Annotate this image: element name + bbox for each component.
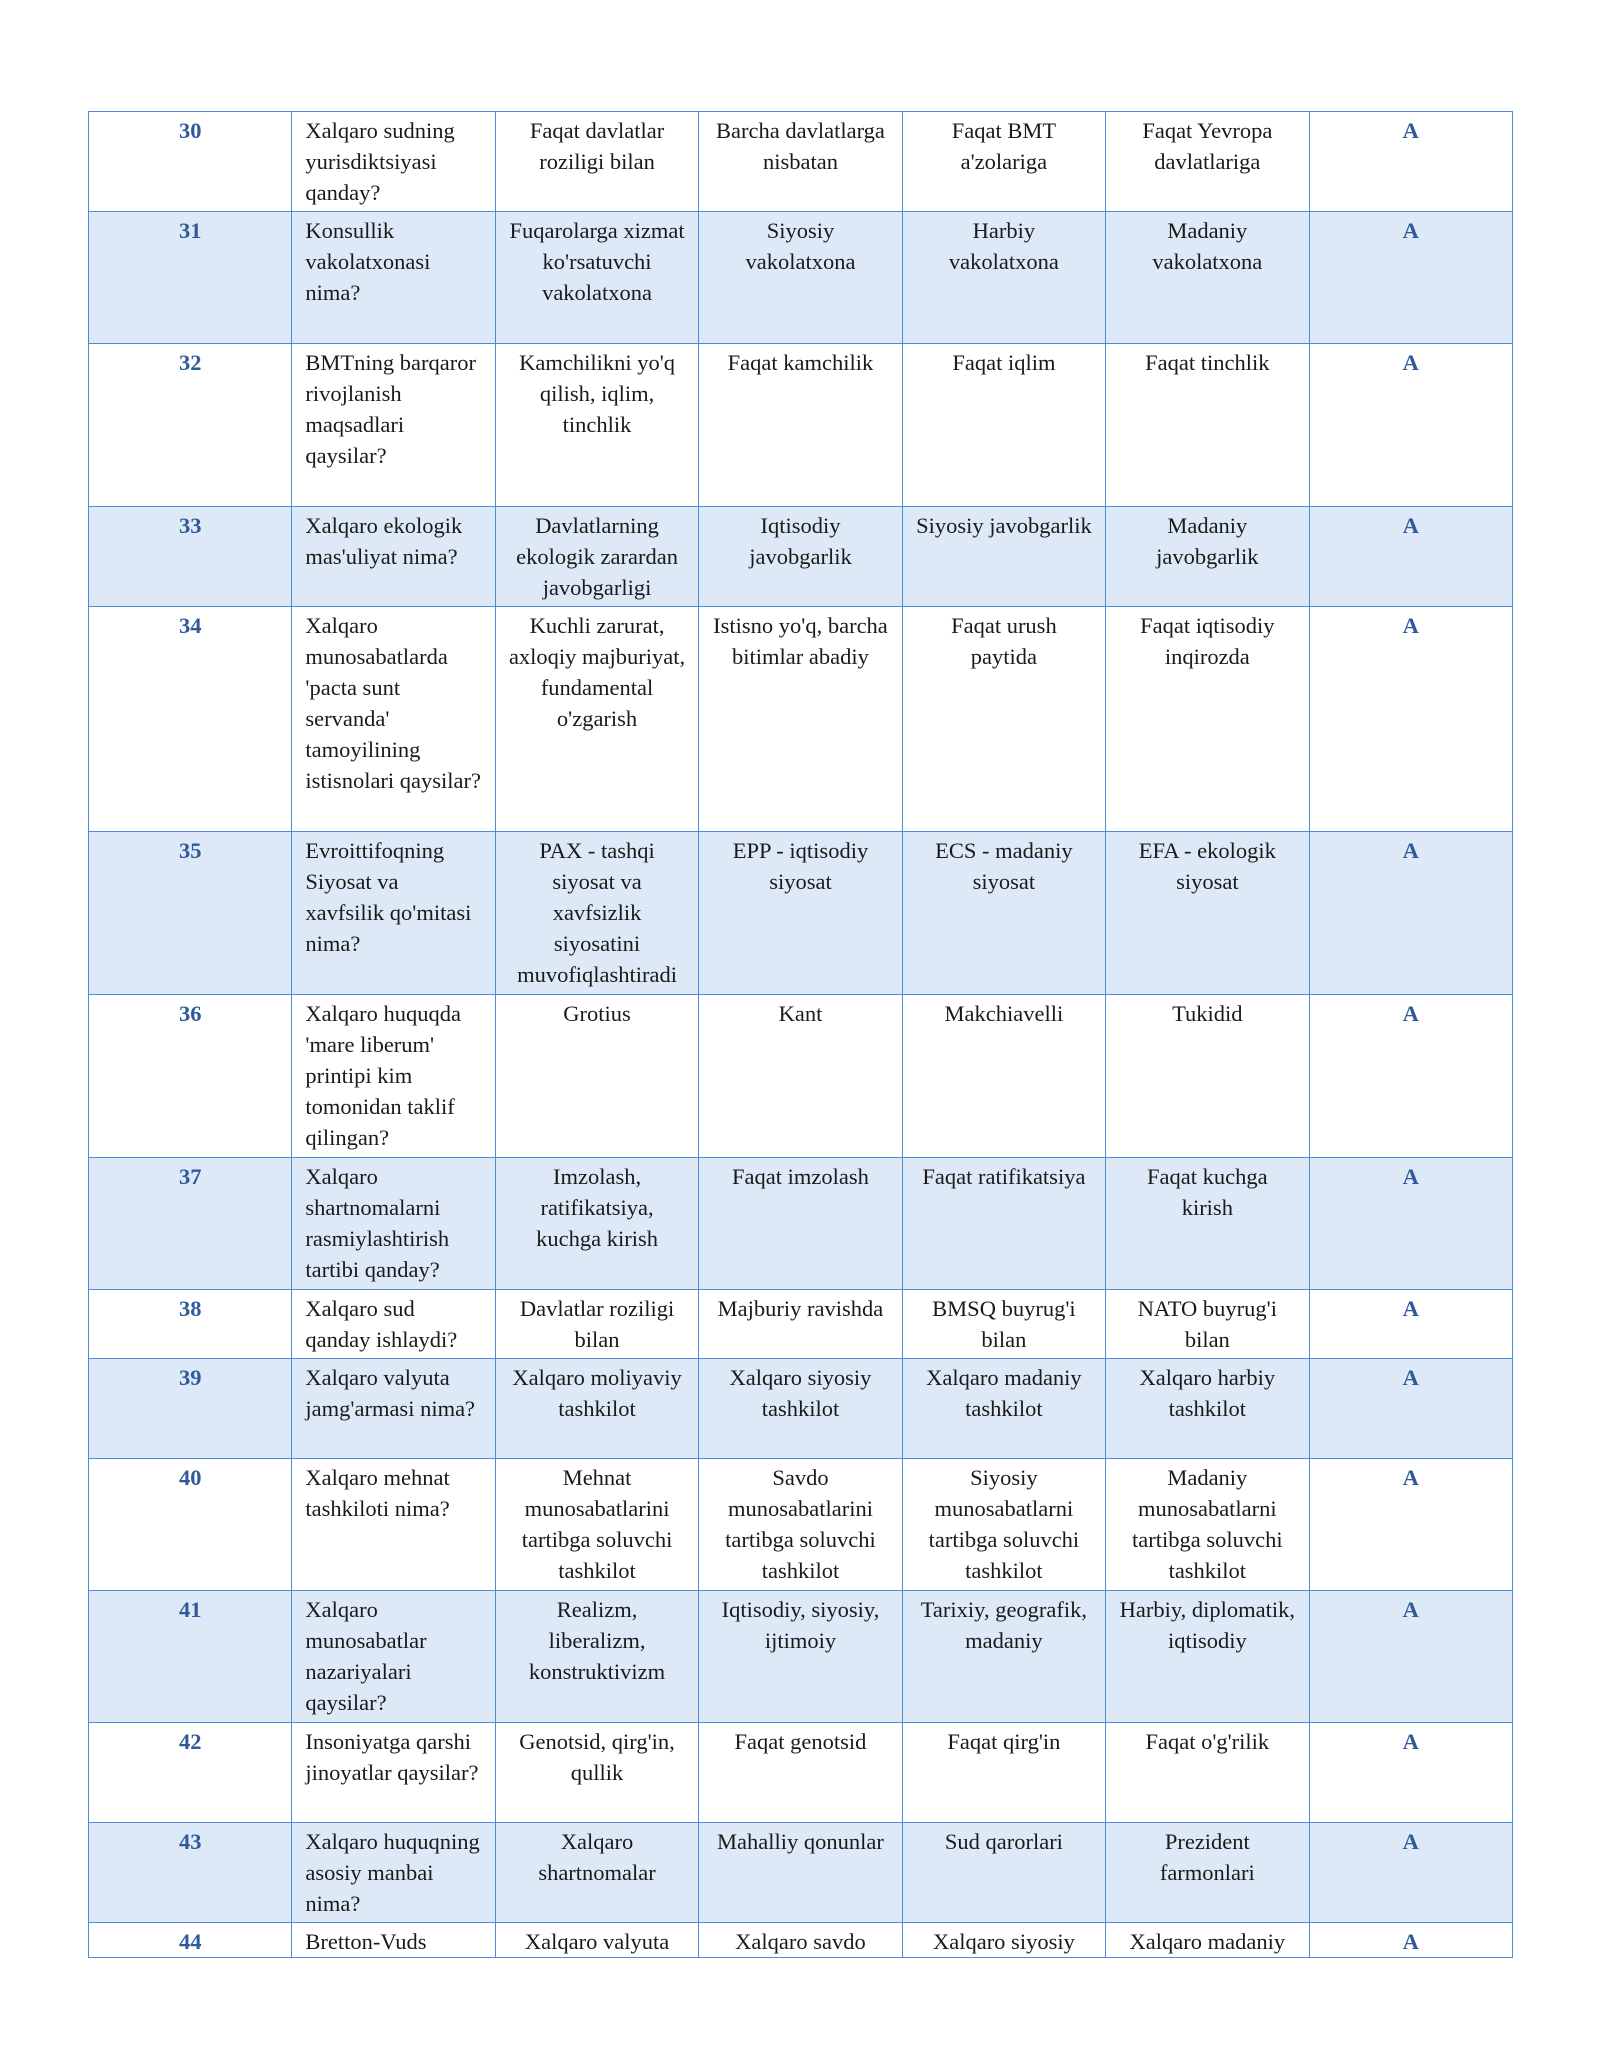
correct-answer: A bbox=[1309, 507, 1512, 607]
option-b: EPP - iqtisodiy siyosat bbox=[699, 832, 902, 995]
option-b: Barcha davlatlarga nisbatan bbox=[699, 112, 902, 212]
table-row bbox=[89, 112, 1513, 212]
option-a: Fuqarolarga xizmat ko'rsatuvchi vakolatxona bbox=[495, 212, 698, 344]
table-row bbox=[89, 1158, 1513, 1290]
option-a: Xalqaro moliyaviy tashkilot bbox=[495, 1359, 698, 1459]
table-row bbox=[89, 607, 1513, 832]
question-text: Xalqaro ekologik mas'uliyat nima? bbox=[292, 507, 495, 607]
option-a: Davlatlarning ekologik zarardan javobgarligi bbox=[495, 507, 698, 607]
table-row bbox=[89, 1459, 1513, 1591]
question-text: Insoniyatga qarshi jinoyatlar qaysilar? bbox=[292, 1723, 495, 1823]
question-number: 33 bbox=[89, 507, 292, 607]
option-c: Xalqaro siyosiy bbox=[902, 1923, 1105, 1958]
option-d: EFA - ekologik siyosat bbox=[1106, 832, 1309, 995]
option-d: NATO buyrug'i bilan bbox=[1106, 1290, 1309, 1359]
option-b: Siyosiy vakolatxona bbox=[699, 212, 902, 344]
question-text: Xalqaro valyuta jamg'armasi nima? bbox=[292, 1359, 495, 1459]
correct-answer: A bbox=[1309, 1290, 1512, 1359]
question-number: 38 bbox=[89, 1290, 292, 1359]
option-d: Tukidid bbox=[1106, 995, 1309, 1158]
question-number: 35 bbox=[89, 832, 292, 995]
table-row bbox=[89, 1723, 1513, 1823]
option-a: Mehnat munosabatlarini tartibga soluvchi tashkilot bbox=[495, 1459, 698, 1591]
table-row bbox=[89, 1823, 1513, 1923]
question-text: Xalqaro munosabatlar nazariyalari qaysilar? bbox=[292, 1591, 495, 1723]
option-a: Faqat davlatlar roziligi bilan bbox=[495, 112, 698, 212]
correct-answer: A bbox=[1309, 112, 1512, 212]
question-text: Xalqaro shartnomalarni rasmiylashtirish tartibi qanday? bbox=[292, 1158, 495, 1290]
option-b: Iqtisodiy javobgarlik bbox=[699, 507, 902, 607]
option-d: Xalqaro madaniy bbox=[1106, 1923, 1309, 1958]
option-d: Faqat o'g'rilik bbox=[1106, 1723, 1309, 1823]
option-c: BMSQ buyrug'i bilan bbox=[902, 1290, 1105, 1359]
option-c: Faqat qirg'in bbox=[902, 1723, 1105, 1823]
question-number: 34 bbox=[89, 607, 292, 832]
question-number: 42 bbox=[89, 1723, 292, 1823]
option-a: PAX - tashqi siyosat va xavfsizlik siyosatini muvofiqlashtiradi bbox=[495, 832, 698, 995]
table-row bbox=[89, 507, 1513, 607]
option-b: Faqat kamchilik bbox=[699, 344, 902, 507]
option-c: Faqat urush paytida bbox=[902, 607, 1105, 832]
option-d: Faqat kuchga kirish bbox=[1106, 1158, 1309, 1290]
option-b: Xalqaro savdo bbox=[699, 1923, 902, 1958]
option-d: Harbiy, diplomatik, iqtisodiy bbox=[1106, 1591, 1309, 1723]
question-number: 36 bbox=[89, 995, 292, 1158]
correct-answer: A bbox=[1309, 212, 1512, 344]
option-c: Faqat iqlim bbox=[902, 344, 1105, 507]
option-c: Siyosiy javobgarlik bbox=[902, 507, 1105, 607]
question-number: 31 bbox=[89, 212, 292, 344]
question-number: 37 bbox=[89, 1158, 292, 1290]
question-text: Xalqaro munosabatlarda 'pacta sunt servanda' tamoyilining istisnolari qaysilar? bbox=[292, 607, 495, 832]
question-number: 41 bbox=[89, 1591, 292, 1723]
option-c: Faqat BMT a'zolariga bbox=[902, 112, 1105, 212]
option-b: Kant bbox=[699, 995, 902, 1158]
correct-answer: A bbox=[1309, 1158, 1512, 1290]
option-b: Faqat imzolash bbox=[699, 1158, 902, 1290]
option-c: Faqat ratifikatsiya bbox=[902, 1158, 1105, 1290]
question-number: 43 bbox=[89, 1823, 292, 1923]
correct-answer: A bbox=[1309, 1459, 1512, 1591]
option-c: Xalqaro madaniy tashkilot bbox=[902, 1359, 1105, 1459]
table-row bbox=[89, 995, 1513, 1158]
option-b: Mahalliy qonunlar bbox=[699, 1823, 902, 1923]
table-row bbox=[89, 344, 1513, 507]
correct-answer: A bbox=[1309, 1723, 1512, 1823]
question-text: BMTning barqaror rivojlanish maqsadlari qaysilar? bbox=[292, 344, 495, 507]
question-text: Xalqaro sudning yurisdiktsiyasi qanday? bbox=[292, 112, 495, 212]
option-b: Faqat genotsid bbox=[699, 1723, 902, 1823]
question-text: Xalqaro huquqda 'mare liberum' printipi kim tomonidan taklif qilingan? bbox=[292, 995, 495, 1158]
option-d: Madaniy munosabatlarni tartibga soluvchi tashkilot bbox=[1106, 1459, 1309, 1591]
option-d: Faqat tinchlik bbox=[1106, 344, 1309, 507]
option-c: Tarixiy, geografik, madaniy bbox=[902, 1591, 1105, 1723]
question-text: Xalqaro huquqning asosiy manbai nima? bbox=[292, 1823, 495, 1923]
correct-answer: A bbox=[1309, 995, 1512, 1158]
option-b: Istisno yo'q, barcha bitimlar abadiy bbox=[699, 607, 902, 832]
question-text: Bretton-Vuds bbox=[292, 1923, 495, 1958]
option-d: Prezident farmonlari bbox=[1106, 1823, 1309, 1923]
option-d: Faqat Yevropa davlatlariga bbox=[1106, 112, 1309, 212]
question-text: Xalqaro mehnat tashkiloti nima? bbox=[292, 1459, 495, 1591]
option-c: Sud qarorlari bbox=[902, 1823, 1105, 1923]
correct-answer: A bbox=[1309, 1359, 1512, 1459]
option-d: Madaniy javobgarlik bbox=[1106, 507, 1309, 607]
table-row bbox=[89, 1923, 1513, 1958]
option-a: Davlatlar roziligi bilan bbox=[495, 1290, 698, 1359]
option-b: Xalqaro siyosiy tashkilot bbox=[699, 1359, 902, 1459]
option-c: Harbiy vakolatxona bbox=[902, 212, 1105, 344]
correct-answer: A bbox=[1309, 832, 1512, 995]
option-c: Siyosiy munosabatlarni tartibga soluvchi tashkilot bbox=[902, 1459, 1105, 1591]
correct-answer: A bbox=[1309, 344, 1512, 507]
option-d: Faqat iqtisodiy inqirozda bbox=[1106, 607, 1309, 832]
question-number: 32 bbox=[89, 344, 292, 507]
table-row bbox=[89, 1359, 1513, 1459]
option-a: Kamchilikni yo'q qilish, iqlim, tinchlik bbox=[495, 344, 698, 507]
table-row bbox=[89, 832, 1513, 995]
question-number: 39 bbox=[89, 1359, 292, 1459]
option-d: Madaniy vakolatxona bbox=[1106, 212, 1309, 344]
question-number: 40 bbox=[89, 1459, 292, 1591]
option-a: Genotsid, qirg'in, qullik bbox=[495, 1723, 698, 1823]
correct-answer: A bbox=[1309, 1923, 1512, 1958]
option-a: Xalqaro shartnomalar bbox=[495, 1823, 698, 1923]
option-a: Grotius bbox=[495, 995, 698, 1158]
correct-answer: A bbox=[1309, 1591, 1512, 1723]
option-c: Makchiavelli bbox=[902, 995, 1105, 1158]
option-a: Realizm, liberalizm, konstruktivizm bbox=[495, 1591, 698, 1723]
question-text: Evroittifoqning Siyosat va xavfsilik qo'mitasi nima? bbox=[292, 832, 495, 995]
table-row bbox=[89, 1290, 1513, 1359]
option-c: ECS - madaniy siyosat bbox=[902, 832, 1105, 995]
question-text: Konsullik vakolatxonasi nima? bbox=[292, 212, 495, 344]
quiz-table bbox=[88, 111, 1513, 1958]
question-number: 44 bbox=[89, 1923, 292, 1958]
option-a: Kuchli zarurat, axloqiy majburiyat, fundamental o'zgarish bbox=[495, 607, 698, 832]
option-a: Xalqaro valyuta bbox=[495, 1923, 698, 1958]
correct-answer: A bbox=[1309, 607, 1512, 832]
option-a: Imzolash, ratifikatsiya, kuchga kirish bbox=[495, 1158, 698, 1290]
option-d: Xalqaro harbiy tashkilot bbox=[1106, 1359, 1309, 1459]
question-text: Xalqaro sud qanday ishlaydi? bbox=[292, 1290, 495, 1359]
question-number: 30 bbox=[89, 112, 292, 212]
table-row bbox=[89, 212, 1513, 344]
option-b: Iqtisodiy, siyosiy, ijtimoiy bbox=[699, 1591, 902, 1723]
correct-answer: A bbox=[1309, 1823, 1512, 1923]
table-row bbox=[89, 1591, 1513, 1723]
option-b: Majburiy ravishda bbox=[699, 1290, 902, 1359]
quiz-table-body bbox=[89, 112, 1513, 1958]
option-b: Savdo munosabatlarini tartibga soluvchi tashkilot bbox=[699, 1459, 902, 1591]
